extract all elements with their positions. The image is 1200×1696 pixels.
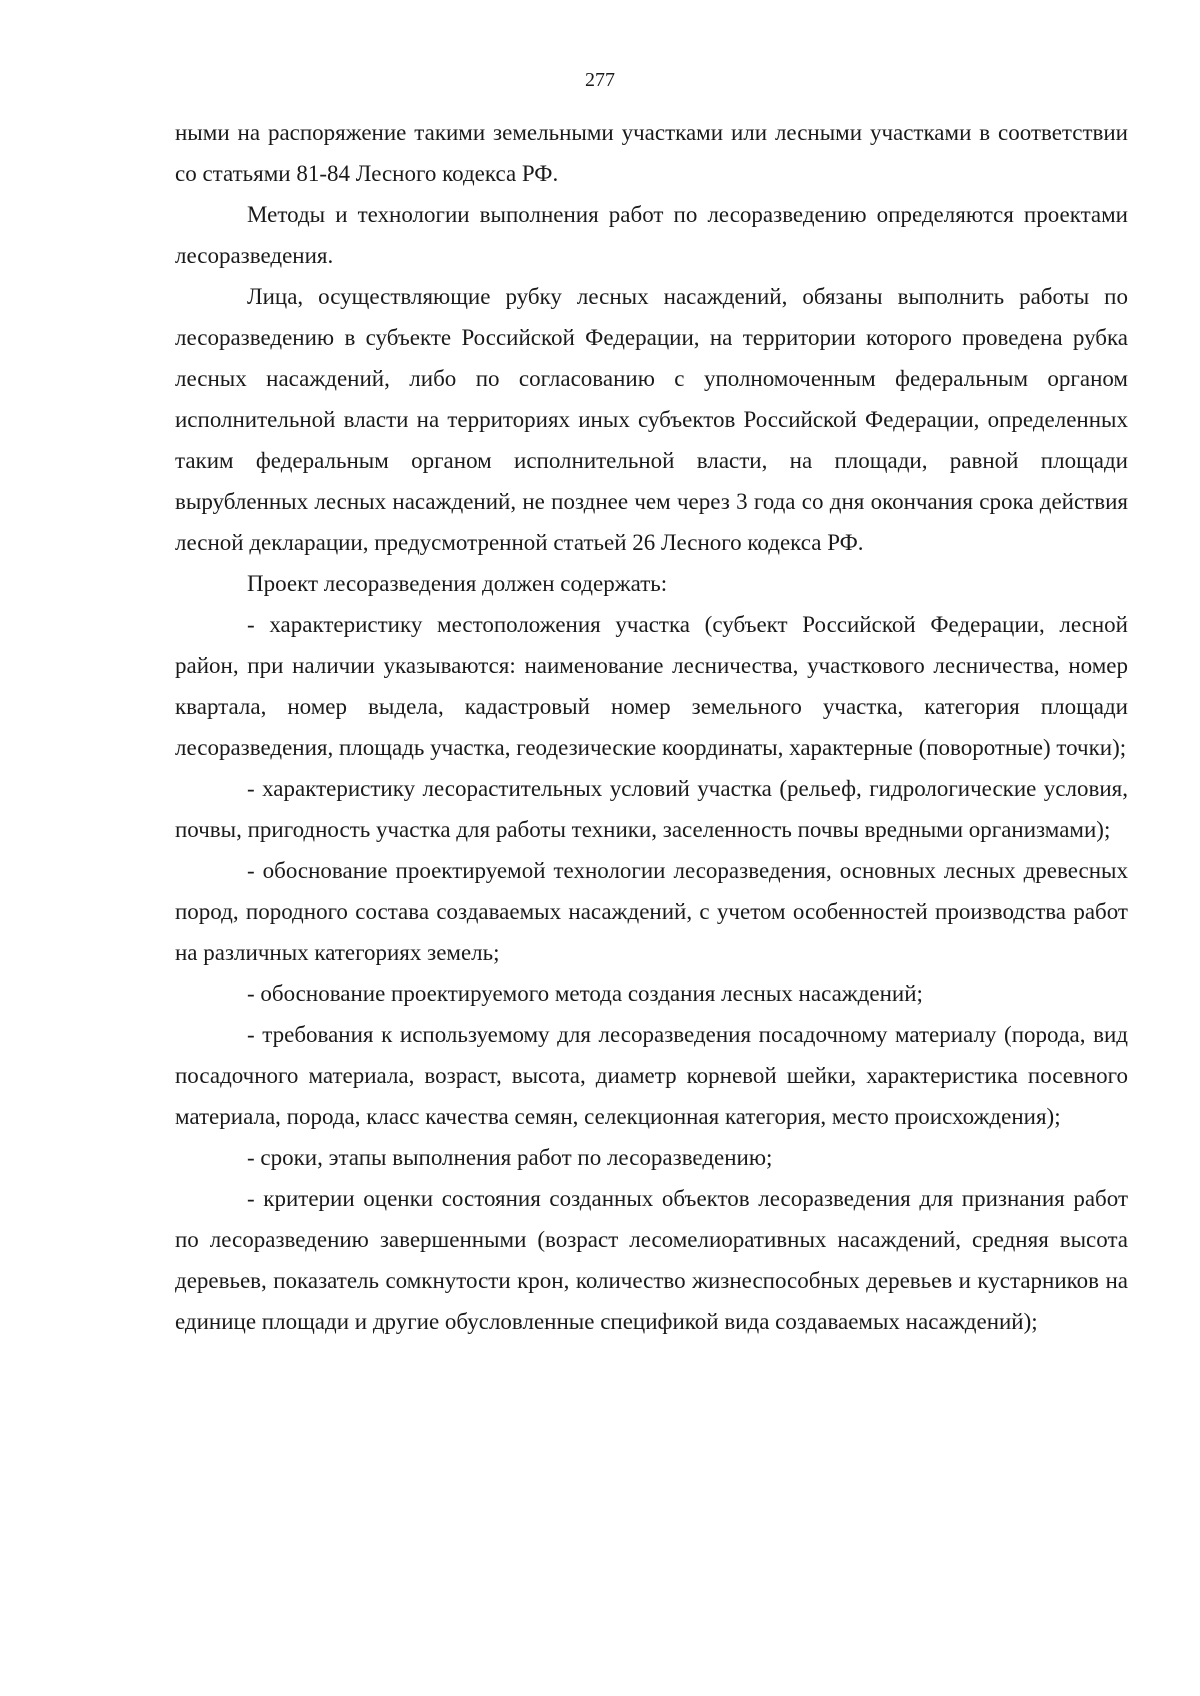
list-item-completion-criteria: - критерии оценки состояния созданных объектов лесоразведения для признания работ по лесоразведению завершенными (возраст лесомелиоративных насаждений, средняя высота деревьев, показатель сомкнутости крон, количество жизнеспособных деревьев и кустарников на единице площади и другие обусловленные спецификой вида создаваемых насаждений); — [175, 1186, 1128, 1334]
list-item-timing: - сроки, этапы выполнения работ по лесоразведению; — [247, 1145, 773, 1170]
list-item-method-justification: - обоснование проектируемого метода создания лесных насаждений; — [247, 981, 923, 1006]
list-item-technology-justification: - обоснование проектируемой технологии лесоразведения, основных лесных древесных пород, породного состава создаваемых насаждений, с учетом особенностей производства работ на различных категориях земель; — [175, 858, 1128, 965]
list-item-location: - характеристику местоположения участка (субъект Российской Федерации, лесной район, при наличии указываются: наименование лесничества, участкового лесничества, номер квартала, номер выдела, кадастровый номер земельного участка, категория площади лесоразведения, площадь участка, геодезические координаты, характерные (поворотные) точки); — [175, 612, 1128, 760]
list-item-planting-material: - требования к используемому для лесоразведения посадочному материалу (порода, вид посадочного материала, возраст, высота, диаметр корневой шейки, характеристика посевного материала, порода, класс качества семян, селекционная категория, место происхождения); — [175, 1022, 1128, 1129]
paragraph-obligations: Лица, осуществляющие рубку лесных насаждений, обязаны выполнить работы по лесоразведению в субъекте Российской Федерации, на территории которого проведена рубка лесных насаждений, либо по согласованию с уполномоченным федеральным органом исполнительной власти на территориях иных субъектов Российской Федерации, определенных таким федеральным органом исполнительной власти, на площади, равной площади вырубленных лесных насаждений, не позднее чем через 3 года со дня окончания срока действия лесной декларации, предусмотренной статьей 26 Лесного кодекса РФ. — [175, 284, 1128, 555]
paragraph-methods: Методы и технологии выполнения работ по лесоразведению определяются проектами лесоразведения. — [175, 202, 1128, 268]
paragraph-continuation: ными на распоряжение такими земельными участками или лесными участками в соответствии со статьями 81-84 Лесного кодекса РФ. — [175, 120, 1128, 186]
paragraph-project-contents-intro: Проект лесоразведения должен содержать: — [247, 571, 668, 596]
page-number: 277 — [585, 69, 615, 91]
document-body — [175, 112, 1128, 1342]
list-item-growing-conditions: - характеристику лесорастительных условий участка (рельеф, гидрологические условия, почвы, пригодность участка для работы техники, заселенность почвы вредными организмами); — [175, 776, 1128, 842]
